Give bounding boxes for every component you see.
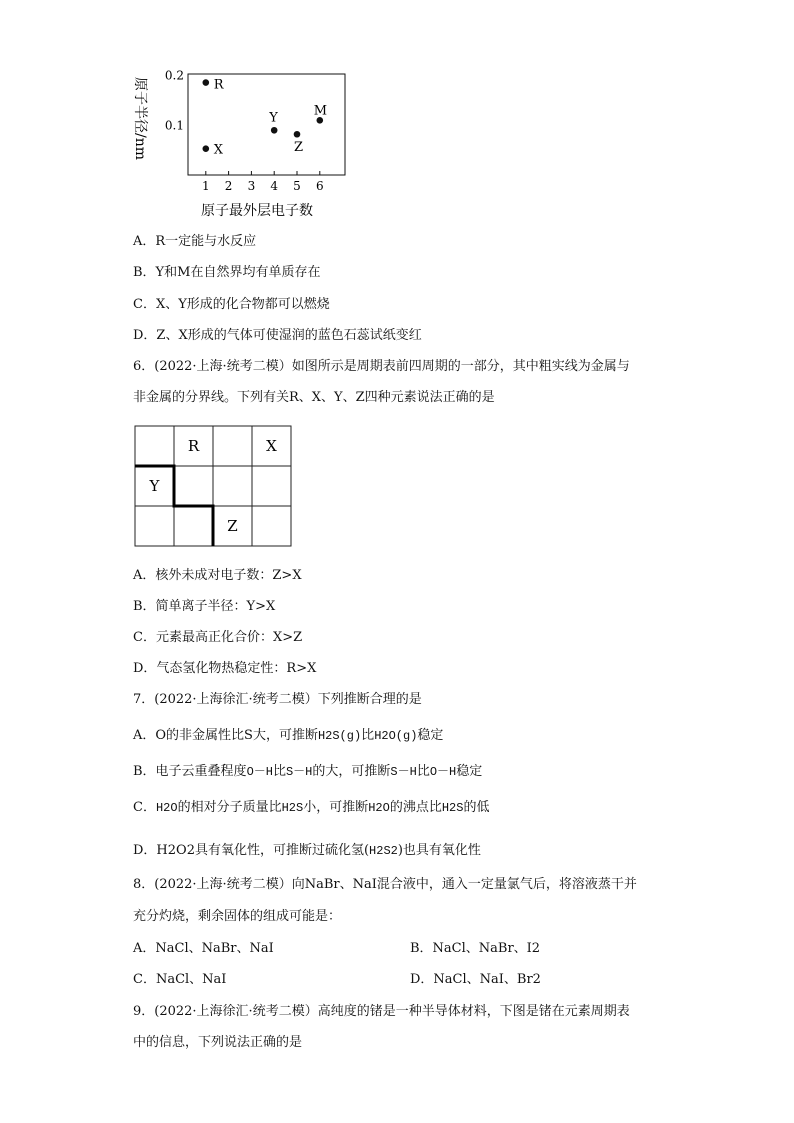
q8-option-b: B．NaCl、NaBr、I2: [410, 941, 541, 956]
data-point-x: [203, 145, 210, 152]
q7-option-c: C．H2O的相对分子质量比H2S小，可推断H2O的沸点比H2S的低: [133, 800, 490, 815]
data-point-y: [271, 127, 278, 134]
periodic-table-fragment: [134, 425, 294, 549]
y-tick-label: 0.2: [164, 68, 184, 83]
q5-option-a: A．R一定能与水反应: [133, 234, 257, 249]
q6-stem-line2: 非金属的分界线。下列有关R、X、Y、Z四种元素说法正确的是: [133, 390, 495, 405]
cell-y: Y: [149, 477, 160, 495]
plot-frame: [188, 74, 345, 175]
q9-stem-line2: 中的信息，下列说法正确的是: [133, 1035, 303, 1050]
x-axis-label: 原子最外层电子数: [201, 203, 313, 219]
point-label-m: M: [313, 103, 328, 119]
point-label-z: Z: [294, 140, 304, 156]
q6-stem-line1: 6．(2022·上海·统考二模）如图所示是周期表前四周期的一部分，其中粗实线为金属与: [133, 359, 630, 374]
y-tick-label: 0.1: [164, 118, 184, 133]
point-label-x: X: [213, 142, 224, 158]
y-axis-label: 原子半径/nm: [132, 77, 148, 161]
q5-option-b: B．Y和M在自然界均有单质存在: [133, 265, 321, 280]
q7-option-d: D．H2O2具有氧化性，可推断过硫化氢(H2S2)也具有氧化性: [133, 843, 481, 858]
q6-option-c: C．元素最高正化合价：X>Z: [133, 630, 303, 645]
cell-x: X: [266, 437, 277, 455]
data-point-r: [203, 79, 210, 86]
cell-r: R: [187, 437, 200, 455]
atomic-radius-scatter-chart: [125, 62, 365, 222]
q8-stem-line2: 充分灼烧，剩余固体的组成可能是：: [133, 909, 342, 924]
q8-stem-line1: 8．(2022·上海·统考二模）向NaBr、NaI混合液中，通入一定量氯气后，将溶液蒸干并: [133, 877, 637, 892]
point-label-y: Y: [269, 110, 278, 126]
q8-option-d: D．NaCl、NaI、Br2: [410, 972, 541, 987]
q7-option-a: A．O的非金属性比S大，可推断H2S(g)比H2O(g)稳定: [133, 728, 444, 743]
q7-option-b: B．电子云重叠程度O－H比S－H的大，可推断S－H比O－H稳定: [133, 764, 483, 779]
point-label-r: R: [213, 77, 224, 93]
cell-z: Z: [227, 517, 238, 535]
q9-stem-line1: 9．(2022·上海徐汇·统考二模）高纯度的锗是一种半导体材料，下图是锗在元素周期表: [133, 1004, 630, 1019]
q6-option-a: A．核外未成对电子数：Z>X: [133, 568, 302, 583]
x-tick-label: 4: [270, 179, 279, 193]
q5-option-c: C．X、Y形成的化合物都可以燃烧: [133, 297, 330, 312]
x-tick-label: 3: [247, 179, 256, 193]
q6-option-b: B．简单离子半径：Y>X: [133, 599, 276, 614]
data-point-z: [294, 131, 301, 138]
x-tick-label: 5: [293, 179, 301, 193]
q6-option-d: D．气态氢化物热稳定性：R>X: [133, 661, 317, 676]
q5-option-d: D．Z、X形成的气体可使湿润的蓝色石蕊试纸变红: [133, 328, 422, 343]
x-tick-label: 1: [201, 179, 210, 193]
q8-option-a: A．NaCl、NaBr、NaI: [133, 941, 274, 956]
q7-stem: 7．(2022·上海徐汇·统考二模）下列推断合理的是: [133, 692, 422, 707]
formula-h2o-g: H2O(g): [374, 729, 418, 743]
q8-option-c: C．NaCl、NaI: [133, 972, 227, 987]
x-tick-label: 2: [224, 179, 233, 193]
x-tick-label: 6: [315, 179, 324, 193]
formula-h2s-g: H2S(g): [317, 729, 362, 743]
